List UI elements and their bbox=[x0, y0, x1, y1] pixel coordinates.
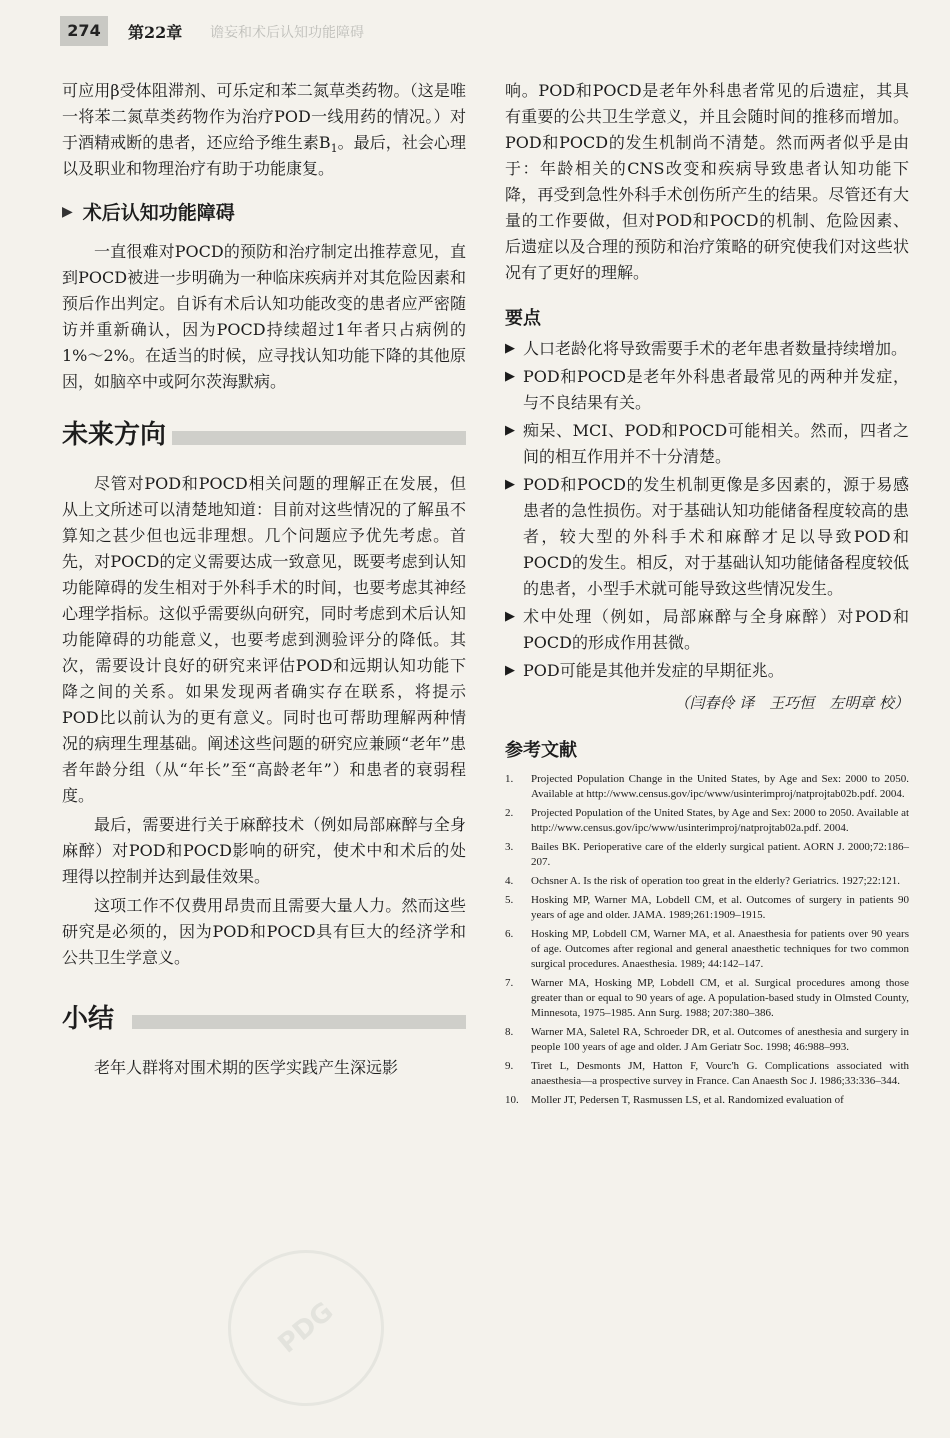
right-column bbox=[505, 78, 909, 1112]
reference-number: 8. bbox=[505, 1026, 514, 1038]
section-heading-future bbox=[62, 417, 466, 453]
key-point-text: 人口老龄化将导致需要手术的老年患者数量持续增加。 bbox=[523, 339, 908, 358]
key-point bbox=[505, 604, 909, 656]
section-heading-summary bbox=[62, 1001, 466, 1037]
section-heading-pocd bbox=[62, 198, 466, 225]
section-heading-future-text: 未来方向 bbox=[62, 420, 172, 450]
reference-text: Warner MA, Saletel RA, Schroeder DR, et al. Outcomes of anesthesia and surgery in people 100 years of age and older. J Am Geriatr Soc. 1998; 46:988–993. bbox=[531, 1026, 909, 1053]
references-heading: 参考文献 bbox=[505, 740, 577, 761]
paragraph-future-2: 最后，需要进行关于麻醉技术（例如局部麻醉与全身麻醉）对POD和POCD影响的研究，使术中和术后的处理得以控制并达到最佳效果。 bbox=[62, 815, 466, 886]
vitamin-subscript: 1 bbox=[330, 142, 338, 156]
triangle-bullet-icon: ▶ bbox=[505, 341, 515, 356]
reference-item bbox=[505, 1059, 909, 1089]
reference-item bbox=[505, 1025, 909, 1055]
paragraph-treatment-text: 可应用β受体阻滞剂、可乐定和苯二氮草类药物。（这是唯一将苯二氮草类药物作为治疗POD一线用药的情况。）对于酒精戒断的患者，还应给予维生素B bbox=[62, 81, 466, 152]
triangle-bullet-icon: ▶ bbox=[505, 369, 515, 384]
reference-text: Hosking MP, Warner MA, Lobdell CM, et al. Outcomes of surgery in patients 90 years of age and older. JAMA. 1989;261:1909–1915. bbox=[531, 894, 909, 921]
reference-text: Projected Population of the United States, by Age and Sex: 2000 to 2050. Available at http://www.census.gov/ipc/www/usinterimproj/natprojtab02a.pdf. 2004. bbox=[531, 807, 910, 834]
references-list bbox=[505, 772, 909, 1108]
key-point-text: POD和POCD的发生机制更像是多因素的，源于易感患者的急性损伤。对于基础认知功能储备程度较高的患者，较大型的外科手术和麻醉才足以导致POD和POCD的发生。相反，对于基础认知功能储备程度较低的患者，小型手术就可能导致这些情况发生。 bbox=[523, 475, 909, 598]
watermark-stamp: PDG bbox=[196, 1218, 416, 1438]
paragraph-future-3: 这项工作不仅费用昂贵而且需要大量人力。然而这些研究是必须的，因为POD和POCD具有巨大的经济学和公共卫生学意义。 bbox=[62, 896, 466, 967]
reference-text: Projected Population Change in the United States, by Age and Sex: 2000 to 2050. Available at http://www.census.gov/ipc/www/usinterimproj/natprojtab02b.pdf. 2004. bbox=[531, 773, 909, 800]
reference-text: Ochsner A. Is the risk of operation too great in the elderly? Geriatrics. 1927;22:121. bbox=[531, 875, 901, 887]
key-point bbox=[505, 658, 909, 684]
reference-text: Moller JT, Pedersen T, Rasmussen LS, et al. Randomized evaluation of bbox=[531, 1094, 844, 1106]
reference-text: Tiret L, Desmonts JM, Hatton F, Vourc'h G. Complications associated with anaesthesia—a prospective survey in France. Can Anaesth Soc J. 1986;33:336–344. bbox=[531, 1060, 909, 1087]
reference-item bbox=[505, 1093, 909, 1108]
key-point-text: 术中处理（例如，局部麻醉与全身麻醉）对POD和POCD的形成作用甚微。 bbox=[523, 607, 909, 652]
key-point bbox=[505, 336, 909, 362]
running-title: 谵妄和术后认知功能障碍 bbox=[210, 25, 364, 41]
reference-number: 5. bbox=[505, 894, 514, 906]
reference-number: 4. bbox=[505, 875, 514, 887]
reference-item bbox=[505, 772, 909, 802]
reference-number: 10. bbox=[505, 1094, 519, 1106]
reference-item bbox=[505, 806, 909, 836]
key-point bbox=[505, 472, 909, 602]
triangle-bullet-icon: ▶ bbox=[505, 423, 515, 438]
key-point bbox=[505, 418, 909, 470]
translator-credit: （闫春伶 译 王巧恒 左明章 校） bbox=[674, 694, 909, 712]
reference-number: 3. bbox=[505, 841, 514, 853]
key-point-text: POD和POCD是老年外科患者最常见的两种并发症，与不良结果有关。 bbox=[523, 367, 909, 412]
reference-number: 1. bbox=[505, 773, 514, 785]
paragraph-treatment bbox=[62, 78, 466, 182]
chapter-label: 第22章 bbox=[128, 23, 183, 42]
triangle-bullet-icon: ▶ bbox=[505, 609, 515, 624]
key-point-text: 痴呆、MCI、POD和POCD可能相关。然而，四者之间的相互作用并不十分清楚。 bbox=[523, 421, 909, 466]
reference-item bbox=[505, 874, 909, 889]
section-heading-summary-text: 小结 bbox=[62, 1004, 120, 1034]
reference-number: 6. bbox=[505, 928, 514, 940]
reference-item bbox=[505, 976, 909, 1021]
reference-item bbox=[505, 840, 909, 870]
triangle-bullet-icon: ▶ bbox=[505, 663, 515, 678]
heading-bar bbox=[132, 1015, 466, 1029]
reference-item bbox=[505, 927, 909, 972]
key-points-heading: 要点 bbox=[505, 308, 541, 329]
heading-bar bbox=[172, 431, 466, 445]
page-number: 274 bbox=[60, 16, 108, 46]
reference-text: Hosking MP, Lobdell CM, Warner MA, et al. Anaesthesia for patients over 90 years of age. Outcomes after regional and general anaesthetic techniques for two common surgical procedures. Anaesthesia. 1989; 44:142–147. bbox=[531, 928, 909, 970]
key-point bbox=[505, 364, 909, 416]
left-column bbox=[62, 78, 466, 1084]
reference-number: 7. bbox=[505, 977, 514, 989]
key-point-text: POD可能是其他并发症的早期征兆。 bbox=[523, 661, 784, 680]
triangle-bullet-icon: ▶ bbox=[62, 203, 73, 220]
reference-number: 2. bbox=[505, 807, 514, 819]
reference-number: 9. bbox=[505, 1060, 514, 1072]
paragraph-summary-continued: 响。POD和POCD是老年外科患者常见的后遗症，其具有重要的公共卫生学意义，并且会随时间的推移而增加。POD和POCD的发生机制尚不清楚。然而两者似乎是由于：年龄相关的CNS改变和疾病导致患者认知功能下降，再受到急性外科手术创伤所产生的结果。尽管还有大量的工作要做，但对POD和POCD的机制、危险因素、后遗症以及合理的预防和治疗策略的研究使我们对这些状况有了更好的理解。 bbox=[505, 81, 909, 282]
paragraph-future-1: 尽管对POD和POCD相关问题的理解正在发展，但从上文所述可以清楚地知道：目前对这些情况的了解虽不算知之甚少但也远非理想。几个问题应予优先考虑。首先，对POCD的定义需要达成一致意见，既要考虑到认知功能障碍的发生相对于外科手术的时间，也要考虑其神经心理学指标。这似乎需要纵向研究，同时考虑到术后认知功能障碍的功能意义，也要考虑到测验评分的降低。其次，需要设计良好的研究来评估POD和远期认知功能下降之间的关系。如果发现两者确实存在联系，将提示POD比以前认为的更有意义。同时也可帮助理解两种情况的病理生理基础。阐述这些问题的研究应兼顾“老年”患者年龄分组（从“年长”至“高龄老年”）和患者的衰弱程度。 bbox=[62, 474, 466, 805]
reference-text: Bailes BK. Perioperative care of the elderly surgical patient. AORN J. 2000;72:186–207. bbox=[531, 841, 909, 868]
paragraph-treatment-end: 。最后，社会心理以及职业和物理治疗有助于功能康复。 bbox=[62, 133, 466, 178]
triangle-bullet-icon: ▶ bbox=[505, 477, 515, 492]
section-heading-pocd-text: 术后认知功能障碍 bbox=[82, 202, 235, 224]
key-points-list bbox=[505, 336, 909, 684]
paragraph-summary: 老年人群将对围术期的医学实践产生深远影 bbox=[94, 1058, 399, 1077]
reference-text: Warner MA, Hosking MP, Lobdell CM, et al. Surgical procedures among those greater than or equal to 90 years of age. A population-based study in Olmsted County, Minnesota, 1975–1985. Ann Surg. 1988; 207:380–386. bbox=[531, 977, 909, 1019]
paragraph-pocd: 一直很难对POCD的预防和治疗制定出推荐意见，直到POCD被进一步明确为一种临床疾病并对其危险因素和预后作出判定。自诉有术后认知功能改变的患者应严密随访并重新确认，因为POCD持续超过1年者只占病例的1%～2%。在适当的时候，应寻找认知功能下降的其他原因，如脑卒中或阿尔茨海默病。 bbox=[62, 242, 466, 391]
reference-item bbox=[505, 893, 909, 923]
